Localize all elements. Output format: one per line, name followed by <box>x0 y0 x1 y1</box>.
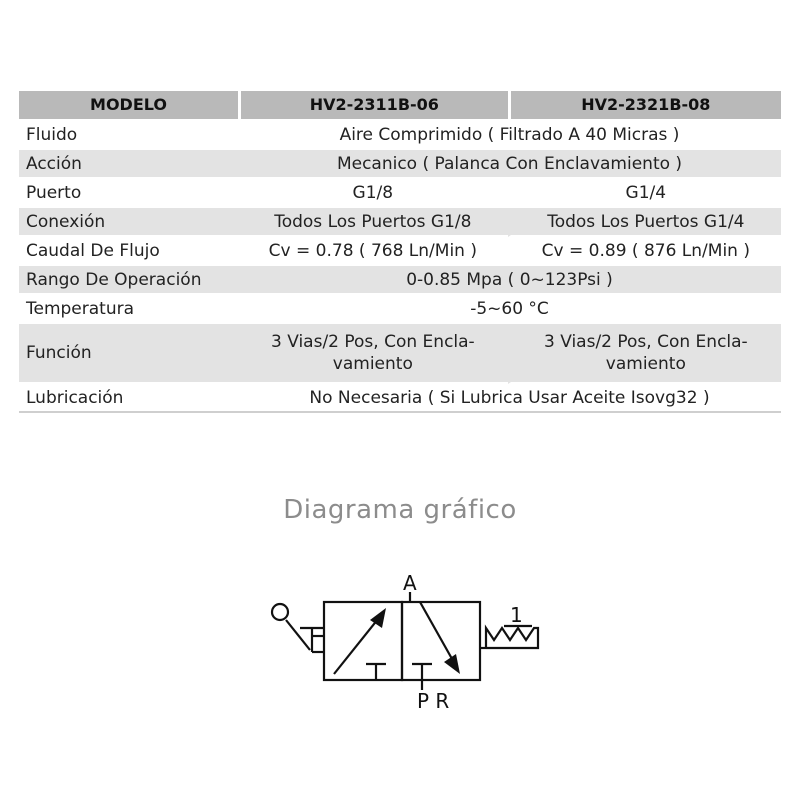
flow-arrow-2 <box>420 602 456 666</box>
spring-label: 1 <box>510 603 523 627</box>
table-row <box>19 295 781 324</box>
row-value: Aire Comprimido ( Filtrado A 40 Micras ) <box>238 121 781 150</box>
spec-table <box>19 91 781 413</box>
table-row <box>19 384 781 413</box>
flow-arrow-2-head <box>444 654 460 674</box>
row-label: Conexión <box>19 208 238 237</box>
table-row <box>19 179 781 208</box>
valve-position-1 <box>324 602 402 680</box>
table-row <box>19 150 781 179</box>
table-row <box>19 324 781 384</box>
row-label: Acción <box>19 150 238 179</box>
header-model-1: HV2-2311B-06 <box>238 91 508 121</box>
spring-icon <box>486 628 538 648</box>
table-header-row <box>19 91 781 121</box>
row-label: Lubricación <box>19 384 238 413</box>
row-label: Puerto <box>19 179 238 208</box>
table-row <box>19 208 781 237</box>
ports-pr-label: P R <box>417 689 450 713</box>
row-value: 3 Vias/2 Pos, Con Encla- vamiento <box>238 324 508 384</box>
table-row <box>19 266 781 295</box>
row-value: Todos Los Puertos G1/8 <box>238 208 508 237</box>
row-value: Cv = 0.78 ( 768 Ln/Min ) <box>238 237 508 266</box>
table-row <box>19 121 781 150</box>
port-a-label: A <box>403 571 417 595</box>
row-label: Caudal De Flujo <box>19 237 238 266</box>
row-label: Rango De Operación <box>19 266 238 295</box>
table-row <box>19 237 781 266</box>
lever-arm <box>286 620 310 650</box>
header-model-2: HV2-2321B-08 <box>508 91 781 121</box>
row-value: Mecanico ( Palanca Con Enclavamiento ) <box>238 150 781 179</box>
row-value: No Necesaria ( Si Lubrica Usar Aceite Isovg32 ) <box>238 384 781 413</box>
spec-table-body <box>19 121 781 413</box>
diagram-title: Diagrama gráfico <box>283 495 517 525</box>
row-label: Función <box>19 324 238 384</box>
row-value: Cv = 0.89 ( 876 Ln/Min ) <box>508 237 781 266</box>
row-value: -5~60 °C <box>238 295 781 324</box>
header-modelo: MODELO <box>19 91 238 121</box>
row-value: Todos Los Puertos G1/4 <box>508 208 781 237</box>
row-label: Temperatura <box>19 295 238 324</box>
row-value: 0-0.85 Mpa ( 0~123Psi ) <box>238 266 781 295</box>
row-label: Fluido <box>19 121 238 150</box>
row-value: 3 Vias/2 Pos, Con Encla- vamiento <box>508 324 781 384</box>
row-value: G1/4 <box>508 179 781 208</box>
row-value: G1/8 <box>238 179 508 208</box>
lever-knob-icon <box>272 604 288 620</box>
valve-schematic <box>260 570 550 720</box>
